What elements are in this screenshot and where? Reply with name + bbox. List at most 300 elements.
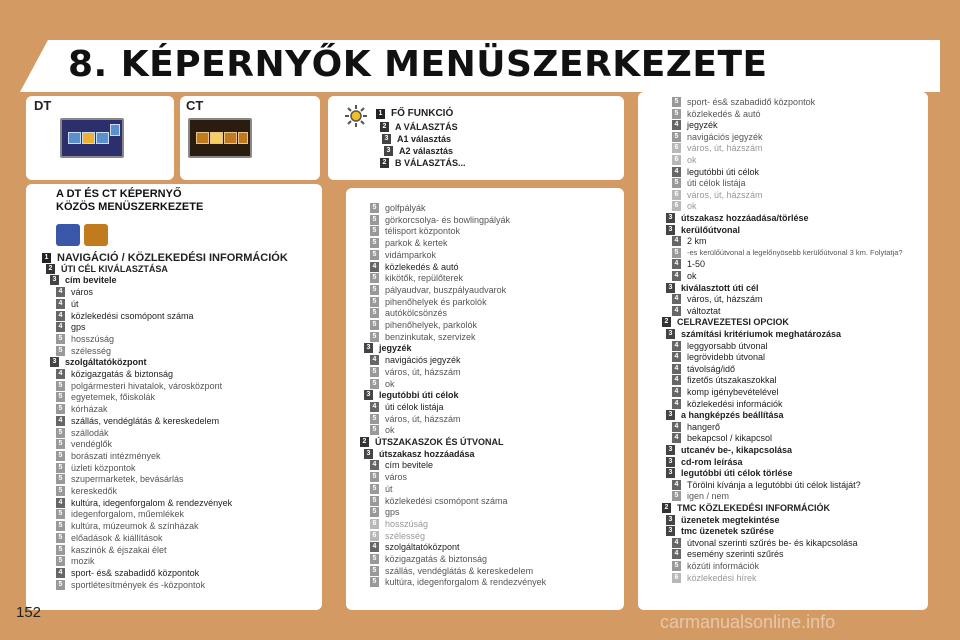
menu-item bbox=[672, 561, 759, 571]
menu-item-label: sportlétesítmények és -központok bbox=[71, 579, 206, 590]
level-badge: 6 bbox=[672, 143, 681, 153]
menu-item-label: ok bbox=[385, 378, 395, 389]
level-badge: 4 bbox=[370, 355, 379, 365]
level-badge: 6 bbox=[370, 519, 379, 529]
menu-item-label: egyetemek, főiskolák bbox=[71, 392, 156, 403]
menu-item bbox=[370, 507, 400, 517]
level-badge: 4 bbox=[672, 364, 681, 374]
menu-item bbox=[672, 120, 718, 130]
menu-item bbox=[370, 285, 506, 295]
watermark: carmanualsonline.info bbox=[660, 612, 836, 632]
level-badge: 5 bbox=[56, 404, 65, 414]
menu-item bbox=[56, 451, 161, 461]
common-heading-line2: KÖZÖS MENÜSZERKEZETE bbox=[56, 201, 204, 213]
dt-screen-image bbox=[60, 118, 124, 158]
menu-item-label: 2 km bbox=[687, 236, 707, 247]
menu-item bbox=[42, 252, 288, 264]
menu-item-label: város, út, házszám bbox=[385, 366, 461, 377]
menu-item-label: parkok & kertek bbox=[385, 238, 448, 249]
level-badge: 3 bbox=[666, 225, 675, 235]
menu-item-label: ÚTSZAKASZOK ÉS ÚTVONAL bbox=[375, 437, 504, 447]
menu-item-label: autókölcsönzés bbox=[385, 308, 448, 319]
level-badge: 4 bbox=[370, 402, 379, 412]
menu-item-label: vendéglők bbox=[71, 439, 113, 450]
level-badge: 4 bbox=[672, 294, 681, 304]
menu-item-label: ok bbox=[687, 201, 697, 212]
menu-item-label: kerülőútvonal bbox=[681, 224, 741, 235]
ct-label: CT bbox=[186, 98, 204, 113]
menu-item bbox=[672, 375, 777, 385]
menu-item bbox=[56, 556, 95, 566]
gear-icon bbox=[342, 102, 370, 130]
level-badge: 3 bbox=[666, 213, 675, 223]
menu-item bbox=[370, 262, 459, 272]
level-badge: 5 bbox=[56, 463, 65, 473]
level-badge: 5 bbox=[370, 379, 379, 389]
level-badge: 5 bbox=[672, 132, 681, 142]
menu-item bbox=[370, 542, 460, 552]
level-badge: 3 bbox=[382, 134, 391, 144]
dt-screen-tile bbox=[96, 132, 109, 144]
menu-item bbox=[370, 577, 546, 587]
menu-item-label: görkorcsolya- és bowlingpályák bbox=[385, 214, 511, 225]
menu-item-label: leggyorsabb útvonal bbox=[687, 340, 768, 351]
menu-item bbox=[672, 132, 763, 142]
level-badge: 5 bbox=[370, 472, 379, 482]
menu-item bbox=[666, 225, 740, 235]
level-badge: 5 bbox=[672, 248, 681, 258]
level-badge: 4 bbox=[672, 167, 681, 177]
menu-item-label: közlekedési hírek bbox=[687, 572, 757, 583]
common-heading-line1: A DT ÉS CT KÉPERNYŐ bbox=[56, 188, 182, 200]
level-badge: 3 bbox=[666, 445, 675, 455]
level-badge: 6 bbox=[672, 155, 681, 165]
menu-item-label: város, út, házszám bbox=[687, 189, 763, 200]
menu-item bbox=[666, 515, 780, 525]
level-badge: 3 bbox=[666, 526, 675, 536]
level-badge: 5 bbox=[370, 320, 379, 330]
menu-item-label: TMC KÖZLEKEDÉSI INFORMÁCIÓK bbox=[677, 503, 830, 513]
menu-item-label: távolság/idő bbox=[687, 363, 736, 374]
level-badge: 5 bbox=[56, 439, 65, 449]
level-badge: 5 bbox=[370, 297, 379, 307]
main-function-item-label: A2 választás bbox=[399, 146, 454, 156]
menu-item-label: ok bbox=[687, 155, 697, 165]
level-badge: 5 bbox=[56, 509, 65, 519]
menu-item bbox=[56, 509, 184, 519]
level-badge: 3 bbox=[364, 449, 373, 459]
menu-item-label: útvonal szerinti szűrés be- és kikapcsolása bbox=[687, 537, 858, 548]
ct-screen-tile bbox=[210, 132, 223, 144]
menu-item-label: cd-rom leírása bbox=[681, 456, 743, 467]
level-badge: 5 bbox=[56, 580, 65, 590]
menu-item bbox=[370, 367, 461, 377]
menu-item-label: legutóbbi úti célok bbox=[687, 166, 760, 177]
menu-item-label: NAVIGÁCIÓ / KÖZLEKEDÉSI INFORMÁCIÓK bbox=[57, 252, 288, 264]
level-badge: 5 bbox=[56, 474, 65, 484]
menu-item-label: legutóbbi úti célok bbox=[379, 390, 459, 401]
menu-item-label: kiválasztott úti cél bbox=[681, 282, 759, 293]
main-function-item-label: A VÁLASZTÁS bbox=[395, 122, 458, 132]
level-badge: 5 bbox=[672, 561, 681, 571]
menu-item-label: pihenőhelyek, parkolók bbox=[385, 320, 478, 330]
level-badge: 5 bbox=[370, 577, 379, 587]
level-badge: 5 bbox=[370, 484, 379, 494]
menu-item-label: borászati intézmények bbox=[71, 450, 161, 461]
level-badge: 4 bbox=[672, 549, 681, 559]
menu-item-label: úti célok listája bbox=[687, 178, 746, 189]
ct-screen-tile bbox=[196, 132, 209, 144]
menu-item bbox=[56, 404, 108, 414]
menu-item-label: ok bbox=[385, 425, 395, 436]
level-badge: 5 bbox=[56, 346, 65, 356]
level-badge: 4 bbox=[56, 287, 65, 297]
dt-screen-tile bbox=[68, 132, 81, 144]
level-badge: 5 bbox=[56, 545, 65, 555]
menu-item bbox=[56, 334, 114, 344]
menu-item bbox=[672, 294, 763, 304]
menu-item bbox=[370, 496, 508, 506]
menu-item-label: esemény szerinti szűrés bbox=[687, 549, 784, 560]
dt-screen-tile bbox=[82, 132, 95, 144]
menu-item-label: közigazgatás & biztonság bbox=[71, 369, 174, 379]
menu-item-label: szolgáltatóközpont bbox=[65, 357, 147, 368]
level-badge: 2 bbox=[380, 158, 389, 168]
menu-item-label: pihenőhelyek és parkolók bbox=[385, 296, 487, 307]
menu-item-label: útszakasz hozzáadása/törlése bbox=[681, 213, 809, 223]
menu-item-label: 1-50 bbox=[687, 259, 706, 270]
menu-item bbox=[370, 355, 461, 365]
level-badge: 5 bbox=[56, 486, 65, 496]
level-badge: 5 bbox=[672, 109, 681, 119]
level-badge: 6 bbox=[672, 573, 681, 583]
menu-item-label: a hangképzés beállítása bbox=[681, 410, 784, 421]
level-badge: 2 bbox=[662, 317, 671, 327]
dt-label: DT bbox=[34, 98, 52, 113]
menu-item-label: szállodák bbox=[71, 427, 109, 438]
menu-item bbox=[56, 392, 155, 402]
level-badge: 5 bbox=[370, 414, 379, 424]
level-badge: 5 bbox=[56, 556, 65, 566]
menu-item bbox=[672, 480, 861, 490]
menu-item bbox=[56, 381, 222, 391]
menu-item-label: szupermarketek, bevásárlás bbox=[71, 474, 184, 485]
menu-item-label: kultúra, idegenforgalom & rendezvények bbox=[385, 577, 547, 588]
menu-item bbox=[672, 190, 763, 200]
menu-item-label: szállás, vendéglátás & kereskedelem bbox=[71, 415, 220, 426]
level-badge: 5 bbox=[56, 392, 65, 402]
menu-item-label: úti célok listája bbox=[385, 401, 444, 412]
menu-item bbox=[370, 332, 476, 342]
menu-item bbox=[666, 468, 793, 478]
page-number: 152 bbox=[16, 604, 42, 621]
menu-item bbox=[672, 236, 707, 246]
menu-item-label: ÚTI CÉL KIVÁLASZTÁSA bbox=[61, 263, 168, 274]
menu-item-label: navigációs jegyzék bbox=[687, 131, 763, 142]
menu-item-label: szállás, vendéglátás & kereskedelem bbox=[385, 565, 534, 576]
menu-item bbox=[56, 322, 86, 332]
main-function-item bbox=[380, 158, 466, 168]
level-badge: 5 bbox=[370, 507, 379, 517]
menu-item-label: utcanév be-, kikapcsolása bbox=[681, 445, 793, 455]
level-badge: 4 bbox=[672, 399, 681, 409]
menu-item bbox=[672, 248, 903, 258]
menu-item bbox=[672, 201, 697, 211]
level-badge: 1 bbox=[42, 253, 51, 263]
level-badge: 5 bbox=[672, 97, 681, 107]
level-badge: 6 bbox=[672, 201, 681, 211]
menu-item-label: város, út, házszám bbox=[385, 413, 461, 424]
menu-item bbox=[370, 414, 461, 424]
menu-item bbox=[56, 486, 117, 496]
level-badge: 4 bbox=[672, 422, 681, 432]
menu-item bbox=[672, 143, 763, 153]
level-badge: 1 bbox=[376, 109, 385, 119]
level-badge: 5 bbox=[370, 425, 379, 435]
menu-item-label: CELRAVEZETESI OPCIOK bbox=[677, 317, 789, 328]
menu-item-label: szélesség bbox=[71, 345, 112, 356]
ct-screen-tile bbox=[224, 132, 237, 144]
menu-item bbox=[672, 352, 765, 362]
menu-item-label: közlekedési csomópont száma bbox=[71, 310, 194, 321]
menu-item-label: hangerő bbox=[687, 421, 721, 432]
level-badge: 5 bbox=[370, 273, 379, 283]
menu-item-label: üzenetek megtekintése bbox=[681, 514, 780, 525]
menu-item bbox=[56, 369, 173, 379]
main-function-item-label: A1 választás bbox=[397, 134, 452, 144]
level-badge: 5 bbox=[56, 533, 65, 543]
level-badge: 3 bbox=[364, 343, 373, 353]
menu-item-label: város, út, házszám bbox=[687, 143, 763, 154]
level-badge: 4 bbox=[56, 311, 65, 321]
menu-item-label: sport- és& szabadidő központok bbox=[71, 567, 200, 578]
menu-item-label: közigazgatás & biztonság bbox=[385, 554, 488, 564]
level-badge: 4 bbox=[672, 341, 681, 351]
menu-item bbox=[370, 215, 510, 225]
level-badge: 5 bbox=[370, 238, 379, 248]
level-badge: 6 bbox=[672, 190, 681, 200]
level-badge: 5 bbox=[370, 554, 379, 564]
main-function-panel bbox=[328, 96, 624, 180]
menu-item bbox=[56, 311, 194, 321]
menu-item bbox=[56, 463, 136, 473]
main-function-item-label: B VÁLASZTÁS... bbox=[395, 158, 466, 168]
level-badge: 4 bbox=[370, 262, 379, 272]
level-badge: 5 bbox=[370, 566, 379, 576]
level-badge: 4 bbox=[672, 259, 681, 269]
level-badge: 5 bbox=[370, 496, 379, 506]
level-badge: 5 bbox=[56, 334, 65, 344]
menu-item bbox=[662, 317, 789, 327]
menu-item bbox=[56, 568, 199, 578]
menu-item bbox=[56, 416, 219, 426]
main-function-title-row bbox=[376, 108, 453, 119]
menu-item bbox=[370, 425, 395, 435]
level-badge: 2 bbox=[662, 503, 671, 513]
level-badge: 4 bbox=[370, 460, 379, 470]
menu-item bbox=[666, 329, 841, 339]
menu-item-label: vidámparkok bbox=[385, 249, 437, 260]
menu-item-label: sport- és& szabadidő központok bbox=[687, 97, 816, 107]
menu-item-label: polgármesteri hivatalok, városközpont bbox=[71, 380, 223, 391]
menu-item-label: előadások & kiállítások bbox=[71, 532, 163, 543]
level-badge: 3 bbox=[666, 515, 675, 525]
menu-item-label: út bbox=[71, 298, 79, 309]
level-badge: 4 bbox=[672, 271, 681, 281]
menu-item bbox=[672, 167, 759, 177]
main-function-title: FŐ FUNKCIÓ bbox=[391, 108, 454, 119]
menu-item bbox=[50, 275, 117, 285]
menu-item bbox=[672, 364, 735, 374]
menu-item bbox=[364, 390, 459, 400]
menu-item-label: város bbox=[71, 287, 94, 298]
level-badge: 3 bbox=[666, 468, 675, 478]
level-badge: 5 bbox=[56, 521, 65, 531]
menu-item bbox=[370, 308, 447, 318]
menu-item bbox=[370, 554, 487, 564]
menu-item bbox=[672, 178, 746, 188]
menu-item bbox=[56, 545, 167, 555]
menu-item-label: közlekedés & autó bbox=[385, 261, 459, 272]
menu-item-label: golfpályák bbox=[385, 203, 426, 213]
menu-item-label: hosszúság bbox=[385, 518, 429, 529]
menu-item bbox=[672, 271, 697, 281]
menu-item-label: változtat bbox=[687, 305, 721, 316]
menu-item bbox=[666, 213, 809, 223]
level-badge: 5 bbox=[672, 491, 681, 501]
level-badge: 3 bbox=[666, 329, 675, 339]
menu-item-label: város, út, házszám bbox=[687, 294, 763, 305]
menu-item bbox=[370, 297, 487, 307]
level-badge: 3 bbox=[50, 357, 59, 367]
menu-item-label: bekapcsol / kikapcsol bbox=[687, 433, 773, 444]
menu-item bbox=[364, 343, 412, 353]
menu-item-label: komp igénybevételével bbox=[687, 387, 779, 397]
menu-item-label: cím bevitele bbox=[65, 275, 117, 286]
level-badge: 4 bbox=[672, 120, 681, 130]
menu-item bbox=[370, 226, 460, 236]
menu-item bbox=[666, 457, 743, 467]
compass-icon bbox=[56, 224, 80, 246]
level-badge: 4 bbox=[56, 369, 65, 379]
menu-item-label: Törölni kívánja a legutóbbi úti célok listáját? bbox=[687, 479, 861, 490]
menu-item-label: szélesség bbox=[385, 530, 426, 541]
menu-item bbox=[56, 521, 199, 531]
menu-item-label: közlekedési csomópont száma bbox=[385, 495, 508, 506]
menu-item bbox=[56, 346, 111, 356]
level-badge: 2 bbox=[46, 264, 55, 274]
menu-item bbox=[672, 341, 768, 351]
menu-item-label: fizetős útszakaszokkal bbox=[687, 375, 777, 386]
level-badge: 4 bbox=[370, 542, 379, 552]
menu-item bbox=[364, 449, 475, 459]
menu-item bbox=[56, 299, 79, 309]
navigation-icon bbox=[84, 224, 108, 246]
menu-item bbox=[672, 306, 721, 316]
menu-item-label: üzleti központok bbox=[71, 462, 136, 473]
menu-item-label: útszakasz hozzáadása bbox=[379, 448, 475, 459]
menu-item bbox=[672, 387, 779, 397]
dt-ct-icons bbox=[56, 224, 110, 246]
menu-item bbox=[666, 526, 774, 536]
menu-item bbox=[672, 549, 784, 559]
menu-item bbox=[56, 474, 184, 484]
menu-item bbox=[370, 402, 444, 412]
menu-item bbox=[370, 472, 407, 482]
menu-item bbox=[672, 97, 815, 107]
menu-item-label: -es kerülőútvonal a legelőnyösebb kerülőútvonal 3 km. Folytatja? bbox=[687, 248, 903, 258]
ct-screen-tile bbox=[238, 132, 248, 144]
menu-item bbox=[360, 437, 504, 447]
menu-item bbox=[672, 538, 858, 548]
menu-item bbox=[370, 203, 426, 213]
menu-item-label: kereskedők bbox=[71, 486, 118, 496]
menu-item bbox=[370, 460, 433, 470]
menu-item bbox=[370, 320, 477, 330]
ct-screen-image bbox=[188, 118, 252, 158]
level-badge: 4 bbox=[672, 306, 681, 316]
menu-item-label: közlekedési információk bbox=[687, 398, 783, 409]
menu-item bbox=[672, 573, 757, 583]
menu-item bbox=[672, 109, 761, 119]
level-badge: 4 bbox=[672, 387, 681, 397]
level-badge: 5 bbox=[370, 332, 379, 342]
menu-item-label: jegyzék bbox=[379, 343, 412, 354]
menu-item bbox=[672, 155, 697, 165]
level-badge: 3 bbox=[364, 390, 373, 400]
menu-item bbox=[56, 439, 112, 449]
level-badge: 3 bbox=[666, 410, 675, 420]
menu-item-label: télisport központok bbox=[385, 226, 461, 237]
menu-item-label: idegenforgalom, műemlékek bbox=[71, 509, 185, 520]
menu-item bbox=[666, 410, 784, 420]
menu-item bbox=[370, 273, 463, 283]
level-badge: 2 bbox=[360, 437, 369, 447]
level-badge: 5 bbox=[370, 203, 379, 213]
level-badge: 5 bbox=[370, 226, 379, 236]
menu-item bbox=[56, 428, 109, 438]
menu-item-label: kultúra, múzeumok & színházak bbox=[71, 521, 199, 532]
level-badge: 6 bbox=[370, 531, 379, 541]
menu-item bbox=[672, 259, 705, 269]
menu-item-label: ok bbox=[687, 271, 697, 281]
main-function-item bbox=[380, 122, 458, 132]
menu-item-label: közlekedés & autó bbox=[687, 108, 761, 119]
main-function-item bbox=[384, 146, 453, 156]
level-badge: 5 bbox=[370, 215, 379, 225]
menu-item-label: út bbox=[385, 483, 393, 494]
level-badge: 5 bbox=[370, 285, 379, 295]
menu-item bbox=[370, 379, 395, 389]
level-badge: 4 bbox=[56, 322, 65, 332]
menu-item-label: pályaudvar, buszpályaudvarok bbox=[385, 284, 507, 295]
level-badge: 5 bbox=[370, 250, 379, 260]
menu-item bbox=[662, 503, 830, 513]
menu-item-label: gps bbox=[71, 322, 86, 333]
level-badge: 5 bbox=[672, 178, 681, 188]
level-badge: 4 bbox=[672, 480, 681, 490]
menu-item-label: legrövidebb útvonal bbox=[687, 352, 766, 363]
menu-item-label: legutóbbi úti célok törlése bbox=[681, 468, 793, 479]
level-badge: 4 bbox=[56, 568, 65, 578]
menu-item-label: navigációs jegyzék bbox=[385, 355, 461, 366]
level-badge: 5 bbox=[56, 428, 65, 438]
menu-item bbox=[370, 566, 533, 576]
menu-item bbox=[672, 399, 783, 409]
menu-item bbox=[672, 433, 772, 443]
level-badge: 3 bbox=[666, 283, 675, 293]
level-badge: 5 bbox=[56, 451, 65, 461]
